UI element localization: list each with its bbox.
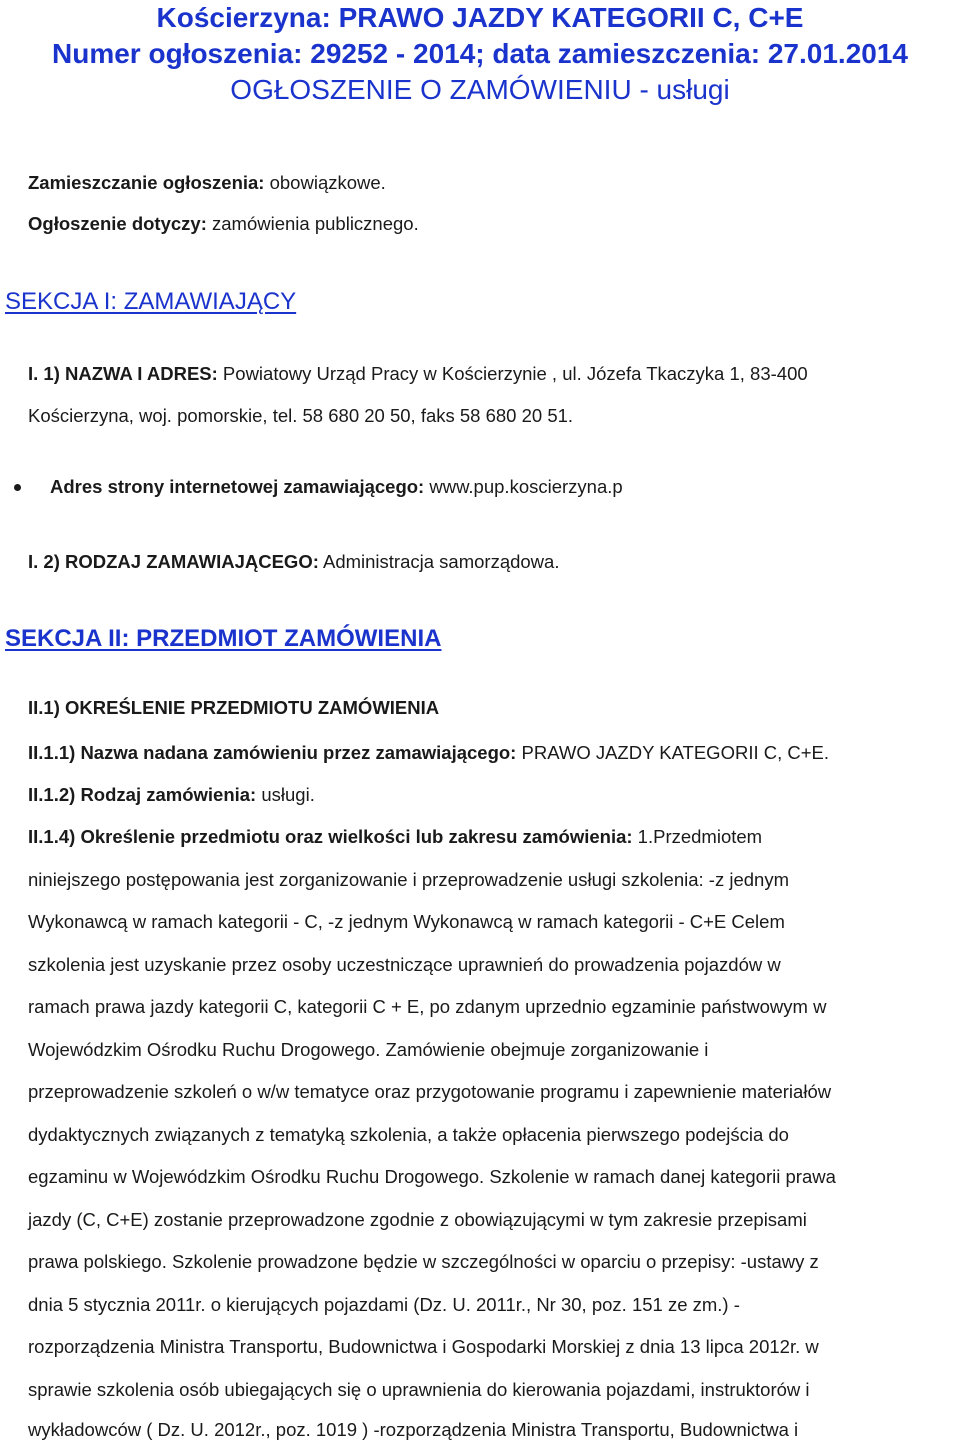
placement-label: Zamieszczanie ogłoszenia: (28, 172, 265, 193)
website-row (50, 476, 623, 498)
title-line-1: Kościerzyna: PRAWO JAZDY KATEGORII C, C+E (156, 2, 804, 33)
order-kind-label: II.1.2) Rodzaj zamówienia: (28, 784, 257, 805)
paragraph-line: prawa polskiego. Szkolenie prowadzone będzie w szczególności w oparciu o przepisy: -ustawy z (28, 1251, 819, 1272)
placement-row (28, 172, 386, 194)
paragraph-line: jazdy (C, C+E) zostanie przeprowadzone zgodnie z obowiązującymi w tym zakresie przepisami (28, 1209, 807, 1230)
name-address-row (28, 363, 808, 385)
paragraph-line: Wykonawcą w ramach kategorii - C, -z jednym Wykonawcą w ramach kategorii - C+E Celem (28, 911, 785, 932)
paragraph-line: dnia 5 stycznia 2011r. o kierujących pojazdami (Dz. U. 2011r., Nr 30, poz. 151 ze zm.) - (28, 1294, 740, 1315)
document-title (0, 0, 960, 108)
paragraph-line: dydaktycznych związanych z tematyką szkolenia, a także opłacenia pierwszego podejścia do (28, 1124, 789, 1145)
name-address-value-line2: Kościerzyna, woj. pomorskie, tel. 58 680 20 50, faks 58 680 20 51. (28, 405, 574, 426)
order-kind-value: usługi. (256, 784, 315, 805)
paragraph-line: przeprowadzenie szkoleń o w/w tematyce oraz przygotowanie programu i zapewnienie materiałów (28, 1081, 832, 1102)
order-description-first: 1.Przedmiotem (632, 826, 763, 847)
paragraph-line: sprawie szkolenia osób ubiegających się o uprawnienia do kierowania pojazdami, instruktorów i (28, 1379, 810, 1400)
order-description-label: II.1.4) Określenie przedmiotu oraz wielkości lub zakresu zamówienia: (28, 826, 633, 847)
paragraph-line: rozporządzenia Ministra Transportu, Budownictwa i Gospodarki Morskiej z dnia 13 lipca 2012r. w (28, 1336, 819, 1357)
section-1-heading: SEKCJA I: ZAMAWIAJĄCY (5, 288, 297, 315)
placement-value: obowiązkowe. (264, 172, 386, 193)
paragraph-line: wykładowców ( Dz. U. 2012r., poz. 1019 ) -rozporządzenia Ministra Transportu, Budownictwa i (28, 1419, 799, 1440)
name-address-value-line1: Powiatowy Urząd Pracy w Kościerzynie , ul. Józefa Tkaczyka 1, 83-400 (217, 363, 808, 384)
concerns-row (28, 213, 419, 235)
paragraph-line: Wojewódzkim Ośrodku Ruchu Drogowego. Zamówienie obejmuje zorganizowanie i (28, 1039, 709, 1060)
paragraph-line: ramach prawa jazdy kategorii C, kategorii C + E, po zdanym uprzednio egzaminie państwowym w (28, 996, 827, 1017)
bullet-icon (14, 484, 21, 491)
name-address-label: I. 1) NAZWA I ADRES: (28, 363, 218, 384)
paragraph-line: szkolenia jest uzyskanie przez osoby uczestniczące uprawnień do prowadzenia pojazdów w (28, 954, 781, 975)
website-value: www.pup.koscierzyna.p (424, 476, 623, 497)
order-name-label: II.1.1) Nazwa nadana zamówieniu przez zamawiającego: (28, 742, 517, 763)
title-line-3: OGŁOSZENIE O ZAMÓWIENIU - usługi (230, 74, 730, 105)
subject-definition-heading: II.1) OKREŚLENIE PRZEDMIOTU ZAMÓWIENIA (28, 697, 440, 718)
contracting-type-row (28, 551, 559, 573)
order-name-row (28, 742, 829, 764)
order-kind-row (28, 784, 315, 806)
concerns-label: Ogłoszenie dotyczy: (28, 213, 207, 234)
title-line-2: Numer ogłoszenia: 29252 - 2014; data zamieszczenia: 27.01.2014 (52, 38, 908, 69)
paragraph-line: niniejszego postępowania jest zorganizowanie i przeprowadzenie usługi szkolenia: -z jednym (28, 869, 789, 890)
contracting-type-label: I. 2) RODZAJ ZAMAWIAJĄCEGO: (28, 551, 319, 572)
contracting-type-value: Administracja samorządowa. (318, 551, 560, 572)
order-name-value: PRAWO JAZDY KATEGORII C, C+E. (516, 742, 830, 763)
paragraph-line: egzaminu w Wojewódzkim Ośrodku Ruchu Drogowego. Szkolenie w ramach danej kategorii prawa (28, 1166, 836, 1187)
order-description-row (28, 826, 762, 848)
website-label: Adres strony internetowej zamawiającego: (50, 476, 425, 497)
concerns-value: zamówienia publicznego. (206, 213, 419, 234)
section-2-heading: SEKCJA II: PRZEDMIOT ZAMÓWIENIA (5, 625, 442, 652)
